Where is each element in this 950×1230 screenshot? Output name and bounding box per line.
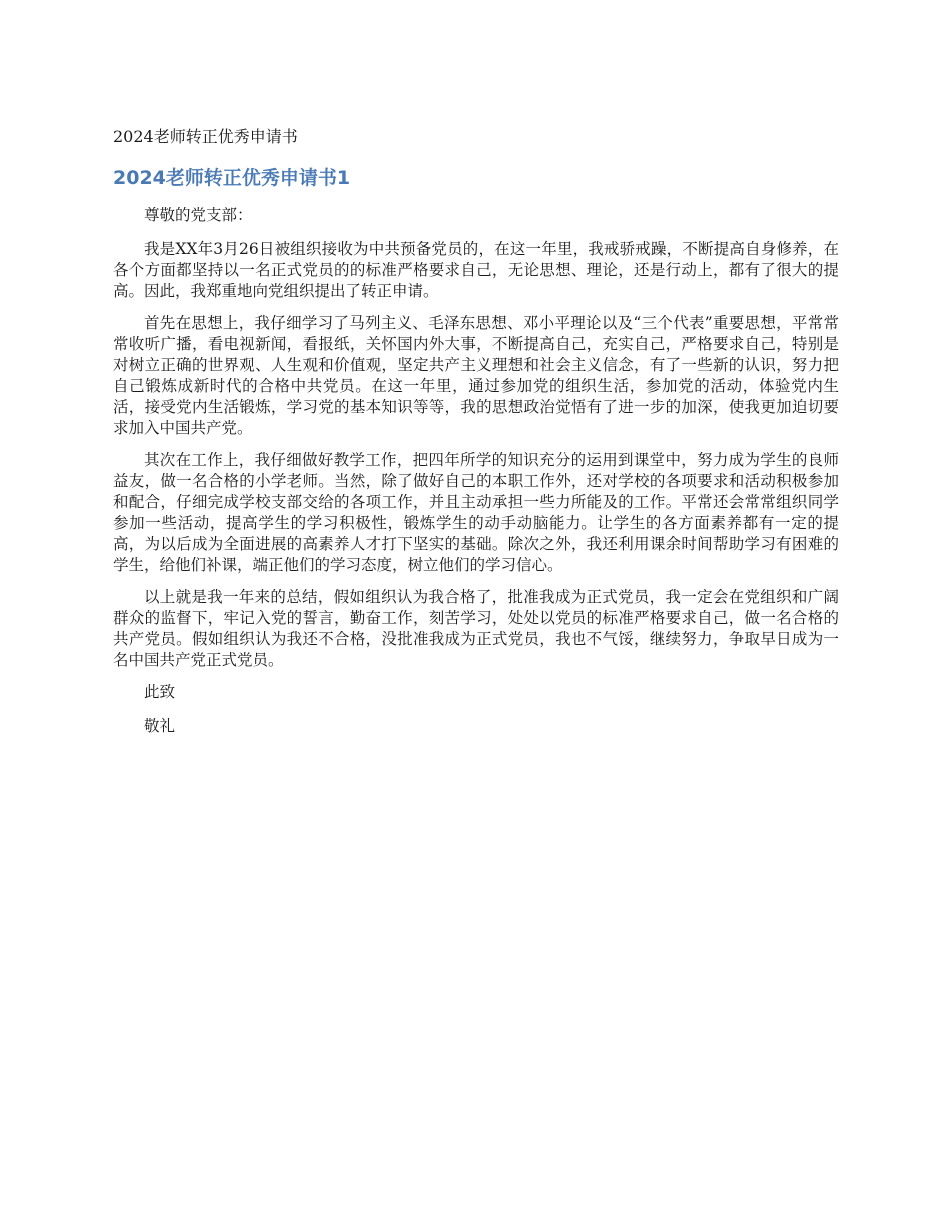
letter-body bbox=[113, 205, 839, 750]
paragraph-1: 我是XX年3月26日被组织接收为中共预备党员的，在这一年里，我戒骄戒躁，不断提高自身修养，在各个方面都坚持以一名正式党员的的标准严格要求自己，无论思想、理论，还是行动上，都有了很大的提高。因此，我郑重地向党组织提出了转正申请。 bbox=[113, 240, 839, 300]
section-heading: 2024老师转正优秀申请书1 bbox=[113, 167, 351, 189]
paragraph-2: 首先在思想上，我仔细学习了马列主义、毛泽东思想、邓小平理论以及“三个代表”重要思想，平常常常收听广播，看电视新闻，看报纸，关怀国内外大事，不断提高自己，充实自己，严格要求自己，特别是对树立正确的世界观、人生观和价值观，坚定共产主义理想和社会主义信念，有了一些新的认识，努力把自己锻炼成新时代的合格中共党员。在这一年里，通过参加党的组织生活，参加党的活动，体验党内生活，接受党内生活锻炼，学习党的基本知识等等，我的思想政治觉悟有了进一步的加深，使我更加迫切要求加入中国共产党。 bbox=[113, 314, 839, 437]
paragraph-4: 以上就是我一年来的总结，假如组织认为我合格了，批准我成为正式党员，我一定会在党组织和广阔群众的监督下，牢记入党的誓言，勤奋工作，刻苦学习，处处以党员的标准严格要求自己，做一名合格的共产党员。假如组织认为我还不合格，没批准我成为正式党员，我也不气馁，继续努力，争取早日成为一名中国共产党正式党员。 bbox=[113, 588, 839, 669]
regards-text: 敬礼 bbox=[144, 717, 176, 735]
salutation: 尊敬的党支部： bbox=[144, 206, 253, 224]
closing-text: 此致 bbox=[144, 683, 176, 701]
paragraph-3: 其次在工作上，我仔细做好教学工作，把四年所学的知识充分的运用到课堂中，努力成为学生的良师益友，做一名合格的小学老师。当然，除了做好自己的本职工作外，还对学校的各项要求和活动积极参加和配合，仔细完成学校支部交给的各项工作，并且主动承担一些力所能及的工作。平常还会常常组织同学参加一些活动，提高学生的学习积极性，锻炼学生的动手动脑能力。让学生的各方面素养都有一定的提高，为以后成为全面进展的高素养人才打下坚实的基础。除次之外，我还利用课余时间帮助学习有困难的学生，给他们补课，端正他们的学习态度，树立他们的学习信心。 bbox=[113, 451, 839, 574]
document-title: 2024老师转正优秀申请书 bbox=[113, 127, 298, 146]
